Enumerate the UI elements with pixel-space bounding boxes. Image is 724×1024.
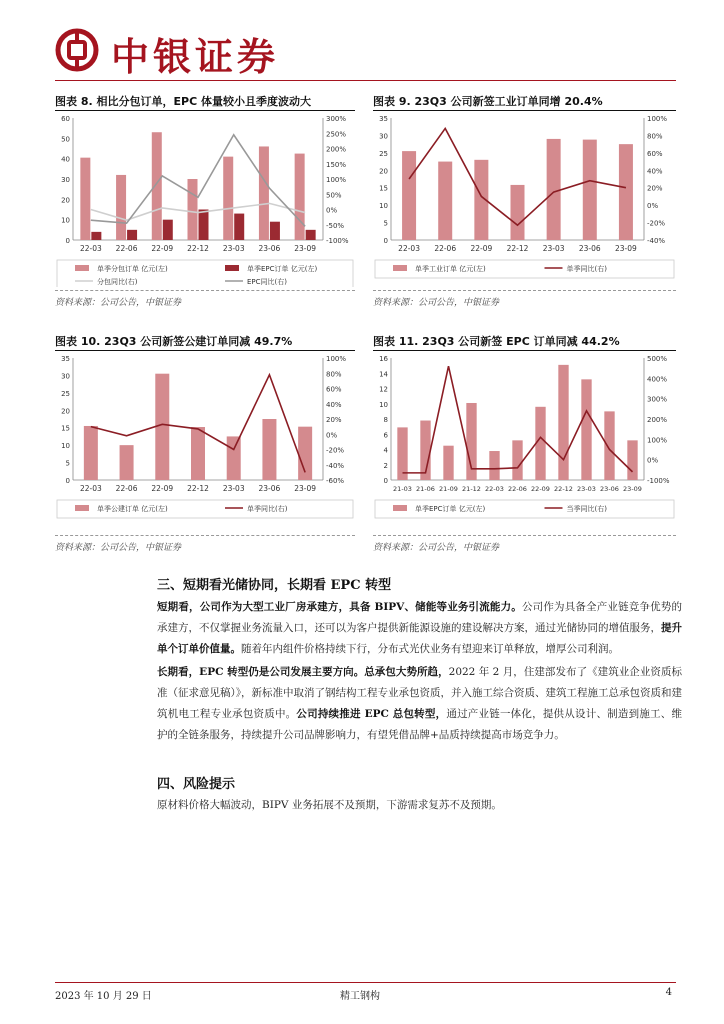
y-tick-label: 5 bbox=[65, 459, 70, 468]
x-tick-label: 22-12 bbox=[187, 484, 209, 493]
header-rule bbox=[55, 80, 676, 81]
bar-23-03 bbox=[547, 139, 561, 240]
y2-tick-label: 80% bbox=[647, 132, 663, 141]
y2-tick-label: -50% bbox=[326, 221, 345, 230]
bar-22-12 bbox=[191, 427, 205, 480]
bar-22-12 bbox=[188, 179, 198, 240]
figure-8-title: 图表 8. 相比分包订单，EPC 体量较小且季度波动大 bbox=[55, 95, 311, 108]
x-tick-label: 22-03 bbox=[485, 485, 504, 493]
bar-22-06 bbox=[127, 230, 137, 240]
x-tick-label: 22-03 bbox=[398, 244, 420, 253]
bar-23-06 bbox=[583, 140, 597, 240]
legend-label: 单季EPC订单 亿元(左) bbox=[247, 265, 318, 273]
y2-tick-label: -40% bbox=[647, 237, 666, 245]
x-tick-label: 23-03 bbox=[222, 244, 245, 253]
bar-22-09 bbox=[155, 374, 169, 480]
figure-11-rule bbox=[373, 350, 676, 351]
y2-tick-label: 20% bbox=[647, 184, 663, 193]
x-tick-label: 21-12 bbox=[462, 485, 481, 493]
section-3-paragraph-1 bbox=[157, 597, 682, 660]
y-tick-label: 25 bbox=[61, 389, 70, 398]
x-tick-label: 23-09 bbox=[294, 244, 317, 253]
y2-tick-label: 20% bbox=[326, 416, 342, 424]
bar-22-03 bbox=[402, 151, 416, 240]
legend-swatch bbox=[75, 265, 89, 271]
figure-9-title: 图表 9. 23Q3 公司新签工业订单同增 20.4% bbox=[373, 95, 603, 108]
y2-tick-label: 40% bbox=[326, 400, 342, 409]
p2-bold-1: 长期看，EPC 转型仍是公司发展主要方向。总承包大势所趋， bbox=[157, 666, 449, 678]
y-tick-label: 20 bbox=[379, 167, 388, 176]
bar-22-12 bbox=[558, 365, 568, 480]
y-tick-label: 2 bbox=[383, 461, 388, 470]
figure-10-rule bbox=[55, 350, 355, 351]
y2-tick-label: 0% bbox=[647, 202, 659, 211]
y2-tick-label: -100% bbox=[326, 237, 349, 245]
bar-23-03 bbox=[581, 379, 591, 480]
y2-tick-label: 100% bbox=[326, 355, 347, 363]
section-3-paragraph-2 bbox=[157, 662, 682, 746]
page-header bbox=[55, 20, 675, 80]
bar-22-09 bbox=[152, 132, 162, 240]
bar-22-06 bbox=[120, 445, 134, 480]
figure-11-dash bbox=[373, 535, 676, 536]
x-tick-label: 22-09 bbox=[151, 244, 174, 253]
y-tick-label: 6 bbox=[383, 431, 388, 440]
x-tick-label: 23-09 bbox=[615, 244, 637, 253]
bar-23-06 bbox=[259, 146, 269, 240]
y-tick-label: 8 bbox=[383, 416, 388, 424]
x-tick-label: 23-06 bbox=[258, 244, 281, 253]
chart-figure-11 bbox=[373, 352, 676, 527]
y-tick-label: 35 bbox=[61, 355, 70, 363]
legend-swatch bbox=[75, 505, 89, 511]
x-tick-label: 23-09 bbox=[623, 485, 642, 493]
y2-tick-label: 60% bbox=[326, 385, 342, 394]
y2-tick-label: -20% bbox=[647, 219, 666, 228]
figure-11-title: 图表 11. 23Q3 公司新签 EPC 订单同减 44.2% bbox=[373, 335, 620, 348]
bar-22-12 bbox=[511, 185, 525, 240]
x-tick-label: 22-06 bbox=[434, 244, 457, 253]
y2-tick-label: 200% bbox=[647, 416, 668, 424]
p1-text-1: 公司作为具备全产业链竞争优势的承建方，不仅掌握业务流量入口，还可以为客户提供新能源设施的建设解决方案，通过光储协同的增值服务， bbox=[157, 601, 683, 634]
y-tick-label: 10 bbox=[379, 400, 388, 409]
figure-11-source: 资料来源：公司公告，中银证券 bbox=[373, 543, 500, 553]
y-tick-label: 10 bbox=[379, 202, 388, 211]
bar-22-06 bbox=[116, 175, 126, 240]
y-tick-label: 25 bbox=[379, 149, 388, 158]
y2-tick-label: -40% bbox=[326, 461, 345, 470]
figure-10-title: 图表 10. 23Q3 公司新签公建订单同减 49.7% bbox=[55, 335, 293, 348]
x-tick-label: 23-03 bbox=[222, 484, 245, 493]
y-tick-label: 5 bbox=[383, 219, 388, 228]
y-tick-label: 16 bbox=[379, 355, 388, 363]
figure-8-rule bbox=[55, 110, 355, 111]
legend-label: 单季同比(右) bbox=[247, 505, 288, 513]
legend-label: 单季分包订单 亿元(左) bbox=[97, 265, 168, 273]
y-tick-label: 15 bbox=[61, 424, 70, 433]
bar-22-03 bbox=[489, 451, 499, 480]
y-tick-label: 14 bbox=[379, 370, 388, 379]
y-tick-label: 0 bbox=[65, 477, 70, 485]
bar-23-06 bbox=[604, 411, 614, 480]
figure-8-source: 资料来源：公司公告，中银证券 bbox=[55, 298, 182, 308]
p1-text-2: 随着年内组件价格持续下行，分布式光伏业务有望迎来订单释放，增厚公司利润。 bbox=[241, 643, 619, 655]
p1-bold-2: 提升单个订单价值量。 bbox=[157, 622, 682, 655]
y-tick-label: 30 bbox=[379, 132, 388, 141]
boc-logo-icon bbox=[55, 28, 99, 72]
y2-tick-label: 100% bbox=[647, 115, 668, 123]
legend-swatch bbox=[393, 265, 407, 271]
y2-tick-label: 0% bbox=[326, 206, 338, 215]
p1-bold-1: 短期看，公司作为大型工业厂房承建方，具备 BIPV、储能等业务引流能力。 bbox=[157, 601, 522, 613]
p2-text-1: 2022 年 2 月，住建部发布了《建筑业企业资质标准（征求意见稿）》，新标准中取消了钢结构工程专业承包资质，并入施工综合资质、建筑工程施工总承包资质和建筑机电工程专业承包资质中。 bbox=[157, 666, 682, 720]
footer-rule bbox=[55, 982, 676, 983]
x-tick-label: 22-12 bbox=[554, 485, 573, 493]
y-tick-label: 50 bbox=[61, 135, 70, 144]
bar-23-03 bbox=[223, 157, 233, 240]
figure-10-source: 资料来源：公司公告，中银证券 bbox=[55, 543, 182, 553]
x-tick-label: 23-06 bbox=[578, 244, 601, 253]
y-tick-label: 20 bbox=[61, 196, 70, 205]
bar-22-03 bbox=[91, 232, 101, 240]
y2-tick-label: 100% bbox=[647, 436, 668, 445]
bar-23-06 bbox=[262, 419, 276, 480]
legend-label: 单季公建订单 亿元(左) bbox=[97, 505, 168, 513]
bar-23-09 bbox=[306, 230, 316, 240]
bar-22-03 bbox=[80, 158, 90, 240]
x-tick-label: 22-09 bbox=[470, 244, 493, 253]
y-tick-label: 30 bbox=[61, 176, 70, 184]
legend-label: 当季同比(右) bbox=[566, 505, 607, 513]
y2-tick-label: 200% bbox=[326, 145, 347, 154]
section-4-text: 原材料价格大幅波动，BIPV 业务拓展不及预期，下游需求复苏不及预期。 bbox=[157, 799, 502, 811]
bar-23-09 bbox=[619, 144, 633, 240]
bar-23-09 bbox=[295, 154, 305, 240]
y2-tick-label: -60% bbox=[326, 477, 345, 485]
brand-name: 中银证券 bbox=[111, 35, 280, 79]
y-tick-label: 35 bbox=[379, 115, 388, 123]
y2-tick-label: 0% bbox=[647, 456, 659, 465]
legend-label: 单季同比(右) bbox=[566, 265, 607, 273]
y2-tick-label: 150% bbox=[326, 160, 347, 169]
p2-text-2: 通过产业链一体化，提供从设计、制造到施工、维护的全链条服务，持续提升公司品牌影响力，有望凭借品牌+品质持续提高市场竞争力。 bbox=[157, 708, 682, 741]
section-4-heading: 四、风险提示 bbox=[157, 777, 236, 792]
y2-tick-label: 100% bbox=[326, 176, 347, 184]
y2-tick-label: 250% bbox=[326, 130, 347, 139]
bar-23-06 bbox=[270, 222, 280, 240]
x-tick-label: 22-06 bbox=[115, 484, 138, 493]
y2-tick-label: 400% bbox=[647, 375, 668, 384]
bar-22-06 bbox=[438, 162, 452, 240]
bar-22-06 bbox=[512, 440, 522, 480]
bar-23-09 bbox=[627, 440, 637, 480]
figure-9-dash bbox=[373, 290, 676, 291]
y-tick-label: 30 bbox=[61, 372, 70, 381]
figure-10-dash bbox=[55, 535, 355, 536]
figure-9-rule bbox=[373, 110, 676, 111]
p2-bold-2: 公司持续推进 EPC 总包转型， bbox=[296, 708, 447, 720]
y2-tick-label: 80% bbox=[326, 370, 342, 379]
x-tick-label: 23-09 bbox=[294, 484, 317, 493]
y2-tick-label: 50% bbox=[326, 191, 342, 200]
y2-tick-label: 60% bbox=[647, 149, 663, 158]
legend-swatch bbox=[393, 505, 407, 511]
x-tick-label: 21-06 bbox=[416, 485, 435, 493]
x-tick-label: 21-03 bbox=[393, 485, 412, 493]
figure-8-dash bbox=[55, 290, 355, 291]
y-tick-label: 0 bbox=[65, 237, 70, 245]
x-tick-label: 23-03 bbox=[542, 244, 565, 253]
footer-date: 2023 年 10 月 29 日 bbox=[55, 991, 152, 1002]
figure-9-source: 资料来源：公司公告，中银证券 bbox=[373, 298, 500, 308]
legend-swatch bbox=[225, 265, 239, 271]
x-tick-label: 21-09 bbox=[439, 485, 458, 493]
y2-tick-label: 0% bbox=[326, 431, 338, 440]
y2-tick-label: -20% bbox=[326, 446, 345, 455]
bar-23-03 bbox=[227, 436, 241, 480]
y2-tick-label: 500% bbox=[647, 355, 668, 363]
footer-title: 精工钢构 bbox=[340, 991, 380, 1002]
chart-figure-9 bbox=[373, 112, 676, 287]
y-tick-label: 20 bbox=[61, 407, 70, 416]
bar-23-03 bbox=[234, 214, 244, 240]
y-tick-label: 0 bbox=[383, 477, 388, 485]
y-tick-label: 40 bbox=[61, 155, 70, 164]
section-3-heading: 三、短期看光储协同，长期看 EPC 转型 bbox=[157, 578, 392, 593]
y-tick-label: 10 bbox=[61, 442, 70, 451]
y-tick-label: 15 bbox=[379, 184, 388, 193]
legend-label: 分包同比(右) bbox=[97, 278, 138, 286]
footer-page-number: 4 bbox=[665, 987, 672, 998]
x-tick-label: 22-06 bbox=[115, 244, 138, 253]
y-tick-label: 10 bbox=[61, 216, 70, 225]
x-tick-label: 22-09 bbox=[151, 484, 174, 493]
chart-figure-8 bbox=[55, 112, 355, 287]
y-tick-label: 12 bbox=[379, 385, 388, 394]
x-tick-label: 22-03 bbox=[79, 484, 102, 493]
y2-tick-label: 300% bbox=[326, 115, 347, 123]
y-tick-label: 60 bbox=[61, 115, 70, 123]
y2-tick-label: -100% bbox=[647, 477, 670, 485]
y2-tick-label: 40% bbox=[647, 167, 663, 176]
legend-label: 单季EPC订单 亿元(左) bbox=[415, 505, 486, 513]
bar-22-12 bbox=[199, 210, 209, 241]
chart-figure-10 bbox=[55, 352, 355, 527]
x-tick-label: 22-06 bbox=[508, 485, 527, 493]
x-tick-label: 23-06 bbox=[258, 484, 281, 493]
x-tick-label: 22-12 bbox=[506, 244, 529, 253]
y-tick-label: 0 bbox=[383, 237, 388, 245]
x-tick-label: 22-12 bbox=[187, 244, 209, 253]
legend-label: EPC同比(右) bbox=[247, 278, 287, 286]
x-tick-label: 22-03 bbox=[79, 244, 102, 253]
bar-22-09 bbox=[163, 220, 173, 240]
legend-label: 单季工业订单 亿元(左) bbox=[415, 265, 486, 273]
bar-22-03 bbox=[84, 426, 98, 480]
y-tick-label: 4 bbox=[383, 446, 388, 455]
x-tick-label: 23-03 bbox=[577, 485, 596, 493]
bar-21-09 bbox=[443, 446, 453, 480]
x-tick-label: 23-06 bbox=[600, 485, 619, 493]
x-tick-label: 22-09 bbox=[531, 485, 550, 493]
y2-tick-label: 300% bbox=[647, 395, 668, 404]
